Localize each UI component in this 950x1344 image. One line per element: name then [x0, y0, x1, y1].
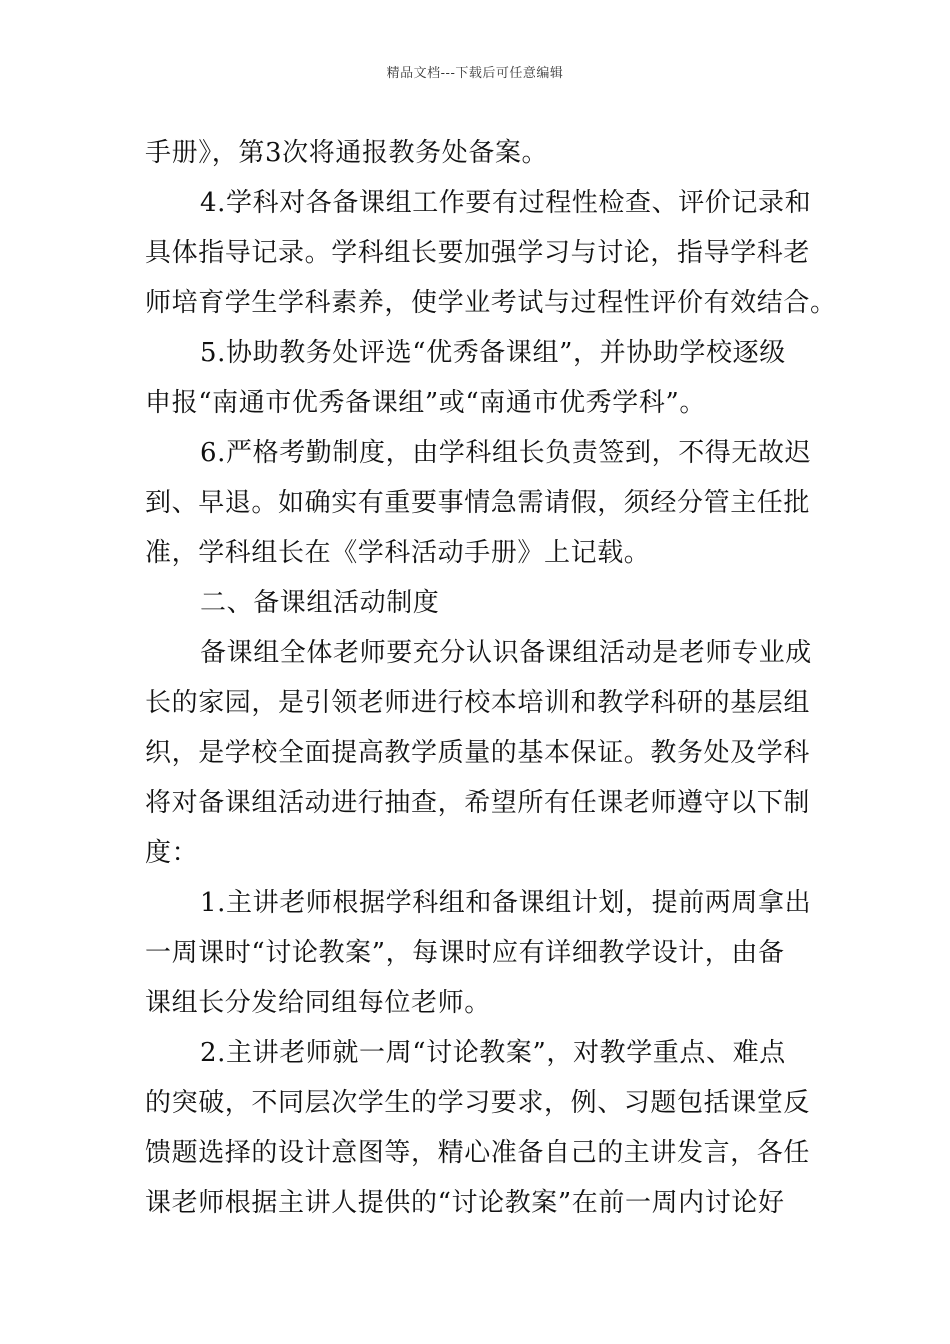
text-line: 具体指导记录。学科组长要加强学习与讨论，指导学科老 [145, 238, 811, 268]
text-line: 课组长分发给同组每位老师。 [145, 988, 491, 1018]
text-line: 一周课时“讨论教案”，每课时应有详细教学设计，由备 [145, 938, 785, 968]
text-line: 6.严格考勤制度，由学科组长负责签到，不得无故迟 [200, 438, 812, 468]
text-line: 4.学科对各备课组工作要有过程性检查、评价记录和 [200, 188, 812, 218]
text-line: 手册》，第3次将通报教务处备案。 [145, 138, 549, 168]
text-line: 度： [145, 838, 199, 868]
document-body [145, 128, 837, 1228]
text-line: 5.协助教务处评选“优秀备课组”，并协助学校逐级 [200, 338, 786, 368]
text-line: 师培育学生学科素养，使学业考试与过程性评价有效结合。 [145, 288, 837, 318]
text-line: 1.主讲老师根据学科组和备课组计划，提前两周拿出 [200, 888, 812, 918]
text-line: 到、早退。如确实有重要事情急需请假，须经分管主任批 [145, 488, 811, 518]
text-line: 备课组全体老师要充分认识备课组活动是老师专业成 [200, 638, 812, 668]
text-line: 2.主讲老师就一周“讨论教案”，对教学重点、难点 [200, 1038, 786, 1068]
text-line: 长的家园，是引领老师进行校本培训和教学科研的基层组 [145, 688, 811, 718]
text-line: 织，是学校全面提高教学质量的基本保证。教务处及学科 [145, 738, 811, 768]
text-line: 申报“南通市优秀备课组”或“南通市优秀学科”。 [145, 388, 706, 418]
section-heading: 二、备课组活动制度 [200, 588, 440, 618]
text-line: 将对备课组活动进行抽查，希望所有任课老师遵守以下制 [145, 788, 811, 818]
text-line: 馈题选择的设计意图等，精心准备自己的主讲发言，各任 [145, 1138, 811, 1168]
text-line: 准，学科组长在《学科活动手册》上记载。 [145, 538, 651, 568]
text-line: 课老师根据主讲人提供的“讨论教案”在前一周内讨论好 [145, 1188, 785, 1218]
page-header: 精品文档---下载后可任意编辑 [386, 66, 564, 81]
text-line: 的突破，不同层次学生的学习要求，例、习题包括课堂反 [145, 1088, 811, 1118]
